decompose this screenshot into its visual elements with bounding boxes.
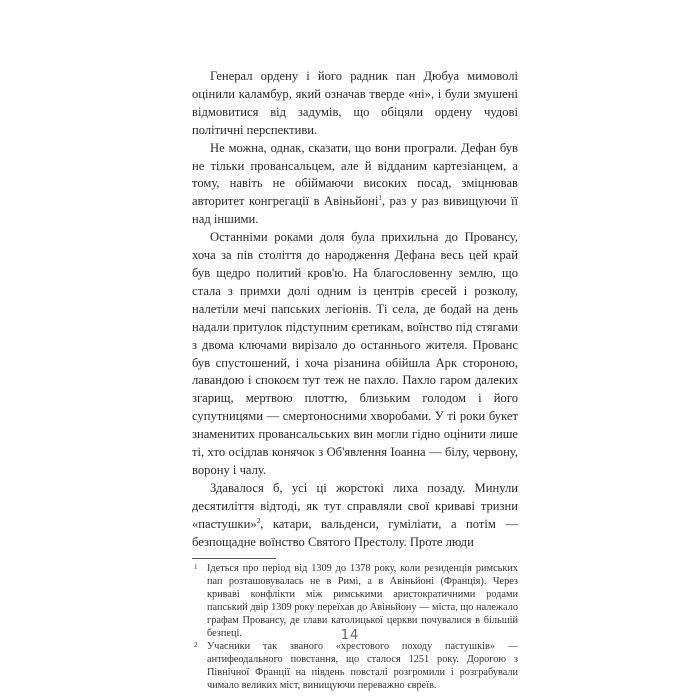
footnote-mark: 1	[194, 563, 198, 572]
footnote-mark: 2	[194, 640, 198, 649]
footnote-ref-2: 2	[256, 516, 261, 525]
paragraph-text: , катари, вальденси, гуміліати, а потім — безпощадне воїнство Святого Престолу. Проте люди	[192, 516, 518, 549]
footnote-text: Ідеться про період від 1309 до 1378 року, коли резиденція римських пап розташовувалась не в Римі, а в Авіньйоні (Франція). Через криваві конфлікти між римськими аристократичними родами папський двір 1309 року переїхав до Авіньйону — міста, що належало графам Провансу, де глави католицької церкви почувалися в більшій безпеці.	[207, 563, 518, 639]
footnote-divider	[192, 558, 276, 559]
page-number: 14	[340, 628, 360, 643]
paragraph-4	[192, 480, 518, 552]
paragraph-3	[192, 229, 518, 480]
footnote-2	[192, 641, 518, 693]
footnote-text: Учасники так званого «хрестового походу пастушків» — антифеодального повстання, що сталося 1251 року. Дорогою з Північної Франції на південь повсталі розгромили і розграбували чимало великих міст, винищуючи переважно євреїв.	[207, 640, 518, 691]
footnote-ref-1: 1	[378, 194, 382, 203]
paragraph-text: , раз у раз вивищуючи її над іншими.	[192, 194, 518, 227]
book-page	[192, 68, 518, 693]
paragraph-2	[192, 140, 518, 230]
paragraph-text: Не можна, однак, сказати, що вони програли. Дефан був не тільки провансальцем, але й відданим картезіанцем, а тому, навіть не обіймаючи високих посад, зміцнював авторитет конгрегації в Авіньйоні	[192, 140, 518, 209]
paragraph-text: Генерал ордену і його радник пан Дюбуа мимоволі оцінили каламбур, який означав тверде «ні», і були змушені відмовитися від задумів, що обіцяли ордену чудові політичні перспективи.	[192, 69, 518, 137]
paragraph-text: Останніми роками доля була прихильна до Провансу, хоча за пів століття до народження Дефана весь цей край був щедро политий кров'ю. На благословенну землю, що стала з примхи долі одним із центрів єресей і розколу, налетіли мечі папських легіонів. Ті села, де бодай на день надали притулок підступним єретикам, воїнство під стягами з двома ключами вирізало до останнього жителя. Прованс був спустошений, і хоча різанина обійшла Арк стороною, лавандою і спокоєм тут теж не пахло. Пахло гаром далеких згарищ, мертвою плоттю, близьким голодом і його супутницями — смертоносними хворобами. У ті роки букет знаменитих провансальських вин могли гідно оцінити лише ті, хто осідлав конячок з Об'явлення Іоанна — білу, червону, ворону і чалу.	[192, 230, 518, 477]
paragraph-1	[192, 68, 518, 140]
paragraph-text: Здавалося б, усі ці жорстокі лиха позаду. Минули десятиліття відтоді, як тут справляли свої криваві тризни «пастушки»	[192, 480, 518, 531]
